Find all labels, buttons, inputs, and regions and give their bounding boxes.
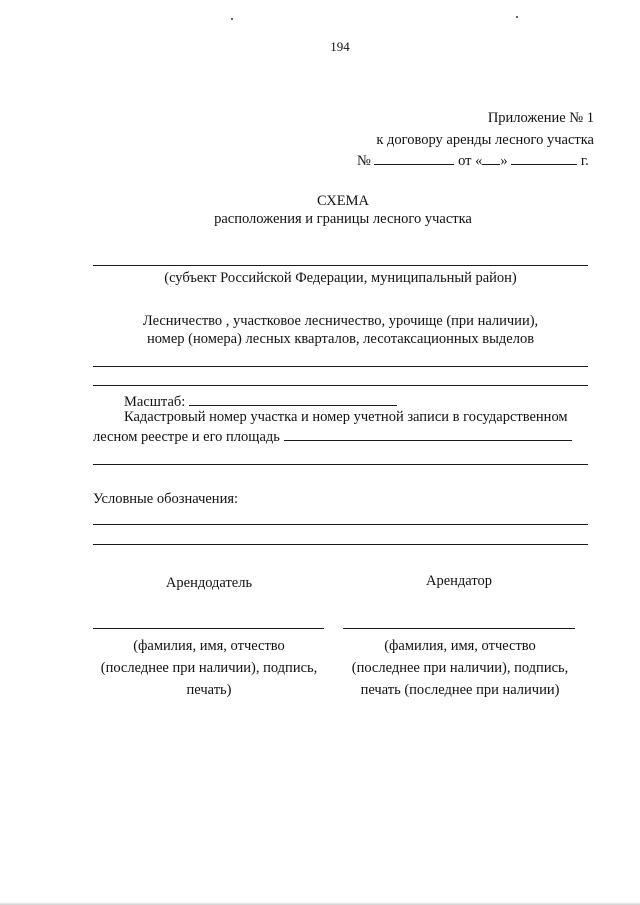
document-title: СХЕМА [317,193,369,209]
document-subtitle: расположения и границы лесного участка [214,211,472,227]
scan-speck [516,16,518,18]
legend-fill-line-2 [93,544,588,545]
year-suffix: г. [580,153,589,169]
landlord-caption-line: (фамилия, имя, отчество [133,638,285,654]
tenant-caption-line: (фамилия, имя, отчество [384,638,536,654]
scale-label: Масштаб: [124,394,186,410]
cadastral-fill-line [93,464,588,465]
subject-fill-line [93,265,588,266]
appendix-subtitle: к договору аренды лесного участка [376,132,594,148]
landlord-caption-line: (последнее при наличии), подпись, [100,660,318,676]
appendix-title: Приложение № 1 [487,110,594,126]
page-number: 194 [330,39,350,54]
scale-field [189,393,397,406]
tenant-signature-caption [338,635,582,701]
contract-number-field [374,152,454,165]
tenant-signature-line [343,628,575,629]
quote-close: » [500,153,508,169]
legend-fill-line-1 [93,524,588,525]
day-field [482,152,500,165]
cadastral-field [284,428,572,441]
month-field [511,152,577,165]
landlord-signature-line [93,628,324,629]
cadastral-row [93,428,572,446]
from-label: от « [458,153,483,169]
tenant-title: Арендатор [425,573,492,589]
tenant-caption-line: печать (последнее при наличии) [360,682,560,698]
legend-label: Условные обозначения: [93,491,239,507]
cadastral-text-line2: лесном реестре и его площадь [93,429,280,445]
landlord-signature-caption [91,635,327,701]
landlord-title: Арендодатель [165,575,253,591]
scan-speck [231,18,233,20]
tenant-caption-line: (последнее при наличии), подпись, [351,660,569,676]
forestry-fill-line-2 [93,385,588,386]
forestry-fill-line-1 [93,366,588,367]
cadastral-text-line1: Кадастровый номер участка и номер учетной записи в государственном [124,409,568,425]
contract-number-line [357,152,589,170]
forestry-caption-line1: Лесничество , участковое лесничество, урочище (при наличии), [142,313,539,329]
forestry-caption-line2: номер (номера) лесных кварталов, лесотаксационных выделов [146,331,535,347]
number-label: № [357,153,371,169]
landlord-caption-line: печать) [186,682,232,698]
subject-caption: (субъект Российской Федерации, муниципальный район) [164,270,517,286]
